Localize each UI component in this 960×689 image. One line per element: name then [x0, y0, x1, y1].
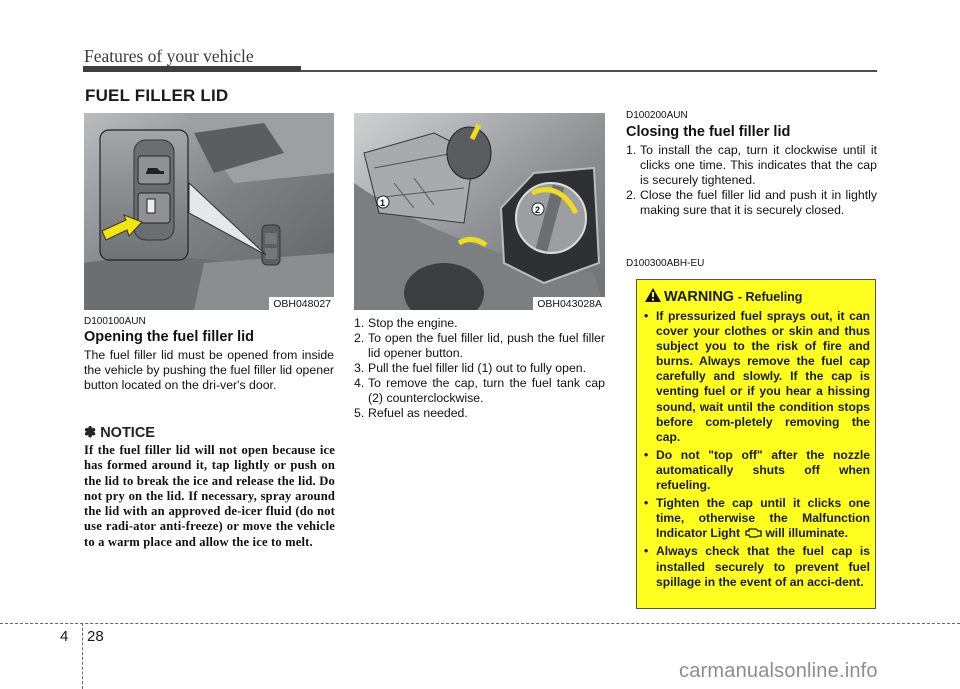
opening-title: Opening the fuel filler lid: [84, 329, 254, 345]
warning-item: • Tighten the cap until it clicks one time, otherwise the Malfunction Indicator Light will illuminate.: [644, 496, 870, 541]
header-rule-thick: [83, 66, 301, 72]
warning-item: • If pressurized fuel sprays out, it can cover your clothes or skin and thus subject you to the risk of fire and burns. Always remove the fuel cap carefully and slowly. If the cap is venting fuel or if you hear a hissing sound, wait until the condition stops before com-pletely removing the cap.: [644, 309, 870, 444]
header-rule-thin: [300, 70, 877, 72]
section-code: D100100AUN: [84, 316, 146, 327]
closing-steps: [626, 143, 877, 218]
footer-divider: [82, 623, 83, 689]
warning-item: • Always check that the fuel cap is installed securely to prevent fuel spillage in the event of an acci-dent.: [644, 544, 870, 589]
notice-title: NOTICE: [100, 425, 155, 441]
page-heading: FUEL FILLER LID: [85, 86, 229, 105]
warning-list: [643, 309, 870, 593]
door-panel-illustration: [84, 113, 334, 310]
notice-body: If the fuel filler lid will not open because ice has formed around it, tap lightly or push on the lid to break the ice and release the lid. Do not pry on the lid. If necessary, spray around the lid with an approved de-icer fluid (do not use radi-ator anti-freeze) or move the vehicle to a warm place and allow the ice to melt.: [84, 443, 335, 549]
svg-text:1: 1: [380, 198, 386, 208]
warning-heading: [645, 288, 802, 305]
notice-star-icon: ✽: [84, 425, 97, 441]
page-number: 28: [87, 628, 104, 645]
figure-code: OBH048027: [269, 297, 334, 310]
step-item: 1. Stop the engine.: [354, 316, 458, 330]
step-item: 4. To remove the cap, turn the fuel tank cap (2) counterclockwise.: [354, 376, 605, 405]
figure-fuel-cap: [354, 113, 605, 310]
step-item: 5. Refuel as needed.: [354, 406, 468, 420]
warning-triangle-icon: [645, 288, 661, 302]
section-code: D100300ABH-EU: [626, 258, 705, 269]
figure-door-opener: [84, 113, 334, 310]
step-item: 2. To open the fuel filler lid, push the fuel filler lid opener button.: [354, 331, 605, 360]
svg-text:2: 2: [535, 205, 541, 215]
section-code: D100200AUN: [626, 110, 688, 121]
notice-heading: [84, 425, 155, 441]
watermark: carmanualsonline.info: [679, 660, 878, 682]
figure-code: OBH043028A: [533, 297, 605, 310]
warning-title: WARNING: [664, 289, 735, 305]
engine-check-icon: [745, 527, 763, 538]
closing-title: Closing the fuel filler lid: [626, 124, 791, 140]
opening-body: The fuel filler lid must be opened from inside the vehicle by pushing the fuel filler lid opener button located on the dri-ver's door.: [84, 348, 334, 392]
step-item: 1. To install the cap, turn it clockwise until it clicks one time. This indicates that the cap is securely tightened.: [626, 143, 877, 187]
fuel-cap-illustration: [354, 113, 605, 310]
step-item: 2. Close the fuel filler lid and push it in lightly making sure that it is securely closed.: [626, 188, 877, 217]
step-item: 3. Pull the fuel filler lid (1) out to fully open.: [354, 361, 587, 375]
chapter-number: 4: [60, 628, 69, 645]
section-title: Features of your vehicle: [84, 46, 254, 66]
warning-item: • Do not "top off" after the nozzle automatically shuts off when refueling.: [644, 447, 870, 493]
footer-rule: [0, 623, 960, 624]
warning-box: [636, 279, 876, 609]
opening-steps: [354, 316, 605, 421]
warning-subtitle: - Refueling: [737, 290, 803, 304]
